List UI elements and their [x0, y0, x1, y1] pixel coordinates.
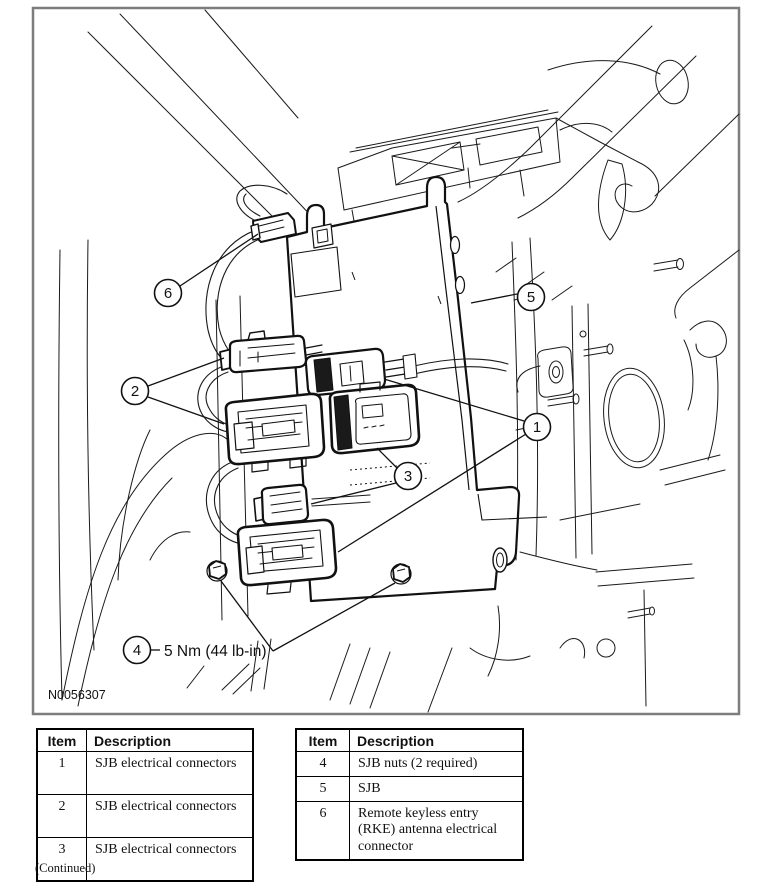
- item-number: 5: [296, 776, 350, 801]
- table-header-row: [296, 729, 523, 752]
- connector-items-table: [36, 728, 254, 882]
- nut-right: [391, 564, 411, 584]
- figure-id: N0056307: [48, 688, 106, 702]
- callout-4-label: 4: [132, 642, 142, 659]
- item-description: SJB electrical connectors: [87, 752, 254, 795]
- item-number: 6: [296, 801, 350, 860]
- callout-4: [124, 637, 151, 664]
- callout-5: [518, 284, 545, 311]
- table-row: [37, 795, 253, 838]
- callout-1: [524, 414, 551, 441]
- header-item: Item: [296, 729, 350, 752]
- torque-spec-label: 5 Nm (44 lb-in): [164, 643, 267, 660]
- item-number: 3: [37, 838, 87, 882]
- item-number: 2: [37, 795, 87, 838]
- hardware-items-table: [295, 728, 524, 861]
- header-description: Description: [87, 729, 254, 752]
- table-row: [296, 801, 523, 860]
- item-description: SJB electrical connectors: [87, 838, 254, 882]
- continued-note: (Continued): [35, 861, 96, 875]
- callout-6: [155, 280, 182, 307]
- item-number: 1: [37, 752, 87, 795]
- table-header-row: [37, 729, 253, 752]
- sjb-label-plate: [291, 247, 341, 297]
- item-number: 4: [296, 752, 350, 777]
- callout-5-label: 5: [526, 289, 536, 306]
- table-row: [296, 776, 523, 801]
- header-item: Item: [37, 729, 87, 752]
- callout-3-label: 3: [403, 468, 413, 485]
- table-row: [296, 752, 523, 777]
- table-row: [37, 752, 253, 795]
- item-description: SJB electrical connectors: [87, 795, 254, 838]
- callout-2-label: 2: [130, 383, 140, 400]
- connector-small: [254, 485, 308, 524]
- callout-3: [395, 463, 422, 490]
- callout-2: [122, 378, 149, 405]
- item-description: SJB: [350, 776, 524, 801]
- item-description: Remote keyless entry (RKE) antenna electrical connector: [350, 801, 524, 860]
- callout-1-label: 1: [532, 419, 542, 436]
- nut-left: [207, 561, 227, 581]
- connector-mid-right: [330, 382, 419, 453]
- callout-6-label: 6: [163, 285, 173, 302]
- header-description: Description: [350, 729, 524, 752]
- item-description: SJB nuts (2 required): [350, 752, 524, 777]
